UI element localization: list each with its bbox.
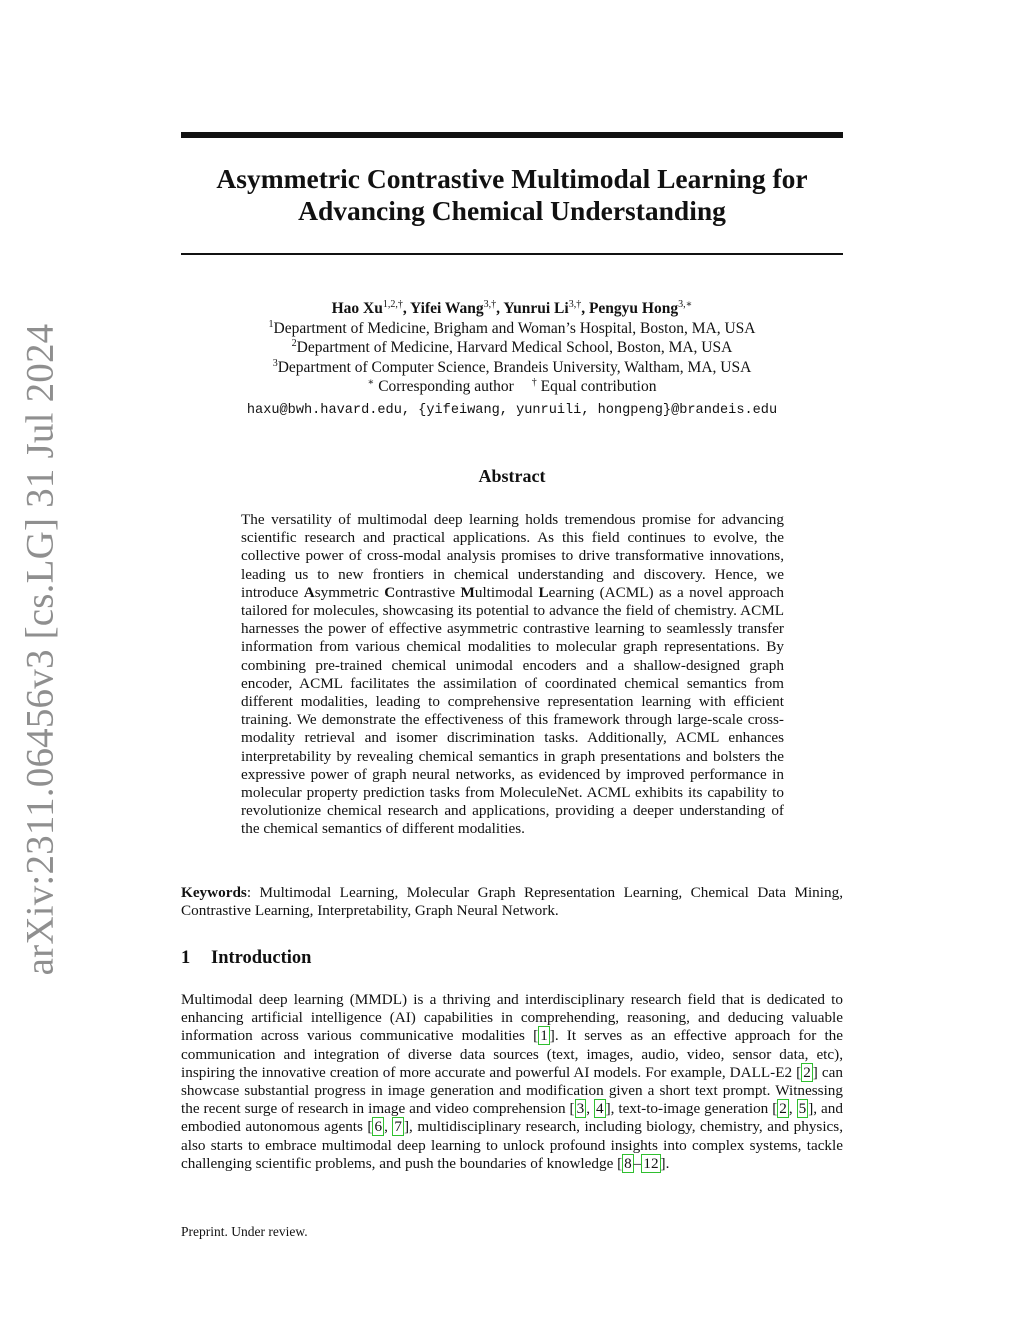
acronym-letter: M	[460, 583, 475, 601]
introduction-paragraph	[181, 991, 843, 1173]
affiliation-mark: 2	[291, 337, 297, 349]
section-title: Introduction	[211, 948, 312, 968]
acronym-letter: A	[303, 583, 315, 601]
author-affiliation-mark: 3,†	[568, 298, 582, 310]
title-line-2: Advancing Chemical Understanding	[298, 195, 726, 226]
section-number: 1	[181, 948, 191, 968]
author-affiliation-mark: 3,†	[483, 298, 497, 310]
title-top-rule	[181, 132, 843, 138]
author-separator: ,	[402, 300, 411, 317]
citation-link[interactable]: 8	[624, 1154, 632, 1172]
intro-text: Multimodal deep learning (MMDL) is a thriving and interdisciplinary research field that is dedicated to enhancing artificial intelligence (AI) capabilities in comprehending, reasoning, and deducing valuable information across various communicative modalities [	[181, 991, 843, 1045]
author-affiliation-mark: 3,∗	[678, 298, 693, 310]
author-name: Hao Xu	[331, 300, 383, 317]
intro-text: ], text-to-image generation [	[605, 1100, 778, 1118]
affiliation-text: Department of Medicine, Harvard Medical School, Boston, MA, USA	[296, 339, 733, 356]
citation-link[interactable]: 4	[595, 1100, 604, 1118]
citation-link[interactable]: 1	[540, 1027, 548, 1045]
citation-link[interactable]: 12	[643, 1154, 659, 1172]
acronym-rest: earning	[548, 583, 595, 601]
author-separator: ,	[581, 300, 589, 317]
author-name: Yifei Wang	[410, 300, 484, 317]
equal-contribution-note: Equal contribution	[540, 378, 657, 395]
author-emails: haxu@bwh.havard.edu, {yifeiwang, yunruili, hongpeng}@brandeis.edu	[246, 402, 778, 418]
acronym-rest: ontrastive	[395, 583, 461, 601]
author-affiliation-mark: 1,2,†	[382, 298, 403, 310]
author-names	[181, 299, 843, 319]
intro-text: ], and embodied autonomous agents [	[181, 1100, 843, 1136]
citation-link[interactable]: 2	[803, 1063, 811, 1081]
author-notes	[181, 377, 843, 397]
equal-contribution-mark: †	[531, 376, 537, 388]
intro-text: ,	[788, 1100, 797, 1118]
acronym-letter: C	[384, 583, 396, 601]
paper-title	[181, 163, 843, 227]
arxiv-watermark	[10, 323, 70, 976]
affiliation-line	[181, 338, 843, 358]
intro-text: –	[633, 1154, 642, 1172]
affiliation-mark: 1	[268, 318, 274, 330]
intro-text: ,	[384, 1118, 393, 1136]
intro-text: ,	[586, 1100, 594, 1118]
corresponding-author-note: Corresponding author	[378, 378, 514, 395]
acronym-rest: ultimodal	[474, 583, 539, 601]
author-name: Pengyu Hong	[588, 300, 679, 317]
abstract-part-b: (ACML) as a novel approach tailored for molecules, showcasing its potential to advance the field of chemistry. ACML harnesses the power of effective asymmetric contrastive learning to seamlessly transfer information from various chemical modalities to molecular graph representations. By combining pre-trained chemical unimodal encoders and a shallow-designed graph encoder, ACML facilitates the assimilation of coordinated chemical semantics from different modalities, leading to comprehensive representation learning with efficient training. We demonstrate the effectiveness of this framework through large-scale cross-modality retrieval and isomer discrimination tasks. Additionally, ACML enhances interpretability by revealing chemical semantics in graph presentations and bolsters the expressive power of graph neural networks, as evidenced by improved performance in molecular property prediction tasks from MoleculeNet. ACML exhibits its capability to revolutionize chemical research and applications, providing a deeper understanding of the chemical semantics of different modalities.	[241, 583, 784, 838]
author-block	[181, 299, 843, 420]
intro-text: ], multidisciplinary research, including biology, chemistry, and physics, also starts to embrace multimodal deep learning to unlock profound insights into complex systems, tackle challenging scientific problems, and push the boundaries of knowledge [	[181, 1118, 844, 1172]
citation-link[interactable]: 6	[374, 1118, 383, 1136]
abstract-text	[241, 511, 784, 839]
affiliation-mark: 3	[272, 357, 278, 369]
citation-link[interactable]: 2	[779, 1100, 787, 1118]
abstract-heading: Abstract	[478, 466, 546, 486]
keywords-label: Keywords	[181, 884, 247, 901]
affiliation-text: Department of Medicine, Brigham and Woman’s Hospital, Boston, MA, USA	[273, 319, 756, 337]
title-bottom-rule	[181, 253, 843, 255]
intro-text: ] can showcase substantial progress in image generation and modification given a short text prompt. Witnessing the recent surge of research in image and video comprehension [	[181, 1063, 843, 1118]
abstract-part-a: The versatility of multimodal deep learning holds tremendous promise for advancing scientific research and practical applications. As this field continues to evolve, the collective power of cross-modal analysis promises to drive transformative innovations, leading us to new frontiers in chemical understanding and discovery. Hence, we introduce	[241, 511, 784, 601]
keywords	[181, 884, 843, 920]
affiliation-line	[181, 319, 843, 339]
citation-link[interactable]: 3	[576, 1100, 585, 1118]
citation-link[interactable]: 7	[394, 1118, 402, 1136]
acronym-rest: symmetric	[314, 583, 385, 601]
intro-text: ]. It serves as an effective approach for the communication and integration of diverse data sources (text, images, audio, video, sensor data, etc), inspiring the innovative creation of more accurate and powerful AI models. For example, DALL-E2 [	[181, 1027, 843, 1081]
acronym-letter: L	[538, 583, 549, 601]
author-separator: ,	[496, 300, 504, 317]
keywords-text: : Multimodal Learning, Molecular Graph Representation Learning, Chemical Data Mining, Contrastive Learning, Interpretability, Graph Neural Network.	[181, 884, 843, 920]
affiliation-text: Department of Computer Science, Brandeis University, Waltham, MA, USA	[277, 358, 752, 376]
preprint-footer: Preprint. Under review.	[181, 1224, 308, 1239]
corresponding-mark: ∗	[367, 376, 375, 388]
title-line-1: Asymmetric Contrastive Multimodal Learning for	[216, 163, 808, 194]
arxiv-identifier: arXiv:2311.06456v3 [cs.LG] 31 Jul 2024	[18, 323, 62, 976]
citation-link[interactable]: 5	[798, 1100, 807, 1118]
section-heading-introduction	[181, 948, 311, 969]
intro-text: ].	[660, 1154, 670, 1172]
author-name: Yunrui Li	[503, 300, 569, 317]
affiliation-line	[181, 358, 843, 378]
